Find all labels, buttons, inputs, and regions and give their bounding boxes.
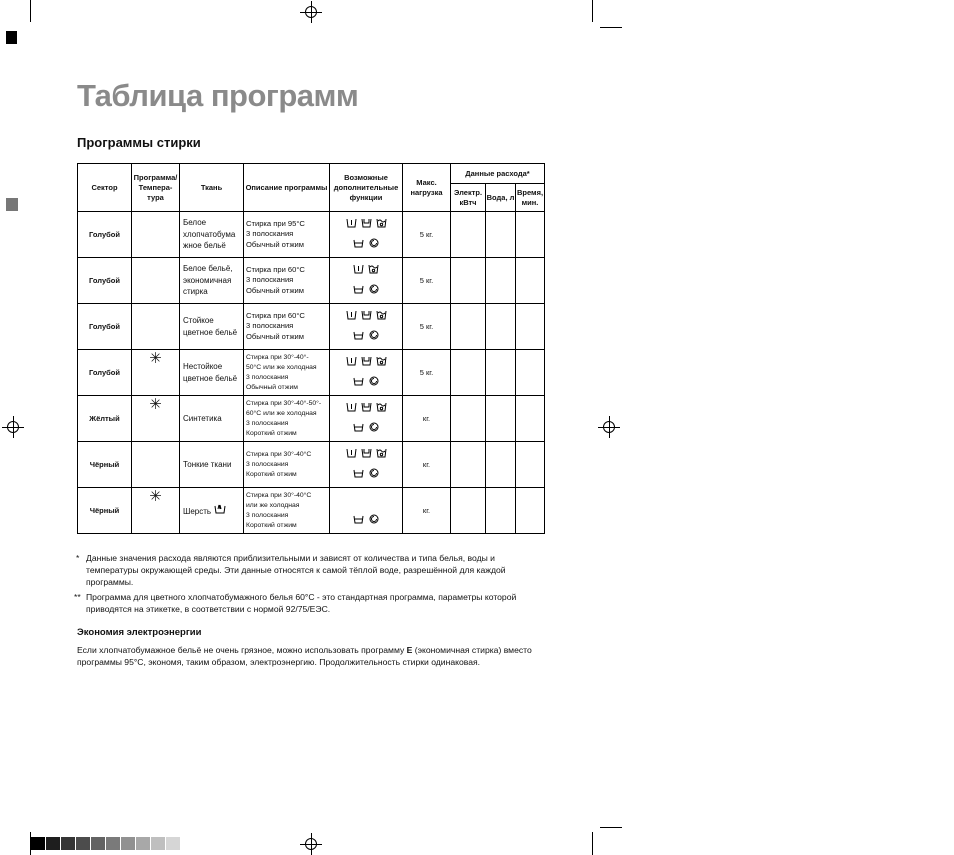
half-load-icon <box>353 284 364 297</box>
rinse-hold-icon <box>376 356 387 369</box>
table-row <box>78 258 545 304</box>
fabric-cell <box>180 488 244 534</box>
description-line: Обычный отжим <box>246 331 305 341</box>
description-line: Обычный отжим <box>246 383 298 391</box>
description-line: Короткий отжим <box>246 429 297 437</box>
electricity-cell <box>451 212 486 258</box>
functions-row <box>330 373 402 393</box>
water-cell <box>486 396 516 442</box>
fabric-text: Стойкое <box>183 316 214 325</box>
functions-row <box>330 399 402 419</box>
fabric-text: Синтетика <box>183 413 222 423</box>
rinse-hold-icon <box>368 264 379 277</box>
fabric-line <box>183 240 243 252</box>
color-swatch <box>91 837 105 850</box>
sector-cell: Голубой <box>78 304 132 350</box>
time-cell <box>516 396 545 442</box>
color-swatch <box>151 837 165 850</box>
water-cell <box>486 258 516 304</box>
footnote-1-text: Данные значения расхода являются приблизительными и зависят от количества и типа белья, воды и температуры окружающей среды. Эти данные относятся к самой тёплой воде, разрешённой для каждой программы. <box>86 553 506 587</box>
color-swatch <box>136 837 150 850</box>
sector-cell: Голубой <box>78 258 132 304</box>
description-line: или же холодная <box>246 501 300 509</box>
stain-icon <box>361 218 372 231</box>
stain-icon <box>361 310 372 323</box>
electricity-cell <box>451 442 486 488</box>
program-temp-cell <box>132 350 180 396</box>
description-line: Короткий отжим <box>246 521 297 529</box>
description-line: Стирка при 60°C <box>246 264 305 274</box>
description-line: 3 полоскания <box>246 321 294 331</box>
max-load-cell: 5 кг. <box>403 258 451 304</box>
description-cell <box>244 304 330 350</box>
crop-mark <box>592 832 593 855</box>
fabric-text: хлопчатобума <box>183 229 236 239</box>
spin-icon <box>368 468 379 481</box>
max-load-cell: кг. <box>403 488 451 534</box>
fabric-text: стирка <box>183 287 208 297</box>
fabric-line <box>183 361 243 373</box>
footnote-1 <box>77 552 547 588</box>
crop-mark <box>600 27 622 28</box>
half-load-icon <box>353 330 364 343</box>
registration-mark <box>300 833 322 855</box>
eco-title: Экономия электроэнергии <box>77 627 202 638</box>
description-line: 3 полоскания <box>246 460 289 468</box>
color-swatch <box>46 837 60 850</box>
header-sector: Сектор <box>78 164 132 212</box>
sector-cell: Чёрный <box>78 442 132 488</box>
fabric-text: цветное бельё <box>183 373 238 383</box>
prewash-icon <box>346 218 357 231</box>
program-table <box>77 163 545 534</box>
prewash-icon <box>353 264 364 277</box>
program-temp-cell <box>132 212 180 258</box>
description-line: 50°C или же холодная <box>246 363 317 371</box>
description-line: Стирка при 95°C <box>246 218 305 228</box>
fabric-line <box>183 286 243 298</box>
spin-icon <box>368 376 379 389</box>
fabric-line <box>183 217 243 229</box>
prewash-icon <box>346 356 357 369</box>
header-max-load: Макс. нагрузка <box>403 164 451 212</box>
fabric-line <box>183 503 243 518</box>
description-line: Стирка при 30°-40°C <box>246 491 312 499</box>
table-row <box>78 304 545 350</box>
description-line: 3 полоскания <box>246 419 289 427</box>
table-row <box>78 488 545 534</box>
time-cell <box>516 350 545 396</box>
half-load-icon <box>353 514 364 527</box>
description-line: Короткий отжим <box>246 470 297 478</box>
functions-row <box>330 445 402 465</box>
color-swatch <box>31 837 45 850</box>
functions-row <box>330 353 402 373</box>
max-load-cell: 5 кг. <box>403 212 451 258</box>
max-load-cell: кг. <box>403 442 451 488</box>
header-functions: Возможные дополнительные функции <box>330 164 403 212</box>
rinse-hold-icon <box>376 310 387 323</box>
footnotes <box>74 552 547 615</box>
sector-cell: Голубой <box>78 212 132 258</box>
functions-row <box>330 419 402 439</box>
fabric-line <box>183 275 243 287</box>
fabric-text: Белое бельё, <box>183 264 233 274</box>
page-title: Таблица программ <box>77 78 359 113</box>
time-cell <box>516 212 545 258</box>
fabric-text: цветное бельё <box>183 327 238 337</box>
description-line: 3 полоскания <box>246 275 294 285</box>
registration-mark <box>300 1 322 23</box>
description-line: Стирка при 60°C <box>246 310 305 320</box>
description-line: Обычный отжим <box>246 285 305 295</box>
sector-cell: Жёлтый <box>78 396 132 442</box>
half-load-icon <box>353 422 364 435</box>
prewash-icon <box>346 402 357 415</box>
header-electricity: Электр. кВтч <box>451 184 486 212</box>
header-water: Вода, л <box>486 184 516 212</box>
description-line: Стирка при 30°-40°C <box>246 450 312 458</box>
functions-row <box>330 465 402 485</box>
electricity-cell <box>451 258 486 304</box>
description-line: 3 полоскания <box>246 511 289 519</box>
time-cell <box>516 442 545 488</box>
max-load-cell: кг. <box>403 396 451 442</box>
fabric-line <box>183 315 243 327</box>
description-cell <box>244 258 330 304</box>
functions-cell <box>330 442 403 488</box>
fabric-line <box>183 327 243 339</box>
water-cell <box>486 350 516 396</box>
functions-cell <box>330 258 403 304</box>
description-cell <box>244 488 330 534</box>
table-row <box>78 442 545 488</box>
header-time: Время, мин. <box>516 184 545 212</box>
footnote-2 <box>74 591 547 615</box>
header-program-temp: Программа/ Темпера- тура <box>132 164 180 212</box>
program-temp-cell <box>132 488 180 534</box>
program-selector-icon: ✳ <box>149 488 162 505</box>
program-temp-cell <box>132 442 180 488</box>
functions-cell <box>330 350 403 396</box>
fabric-cell <box>180 258 244 304</box>
stain-icon <box>361 402 372 415</box>
color-swatch <box>166 837 180 850</box>
program-selector-icon: ✳ <box>149 396 162 413</box>
prewash-icon <box>346 448 357 461</box>
functions-cell <box>330 212 403 258</box>
header-consumption: Данные расхода* <box>451 164 545 184</box>
eco-text-after: (экономичная стирка) вместо программы 95°C, экономя, таким образом, электроэнергию. Продолжительность стирки одинаковая. <box>77 645 532 667</box>
electricity-cell <box>451 304 486 350</box>
electricity-cell <box>451 488 486 534</box>
fabric-cell <box>180 304 244 350</box>
fabric-line <box>183 459 243 471</box>
functions-row <box>330 261 402 281</box>
section-marker <box>6 198 18 211</box>
fabric-cell <box>180 212 244 258</box>
description-line: Стирка при 30°-40°-50°- <box>246 399 322 407</box>
functions-cell <box>330 396 403 442</box>
description-cell <box>244 350 330 396</box>
sector-cell: Чёрный <box>78 488 132 534</box>
fabric-line <box>183 229 243 241</box>
fabric-text: экономичная <box>183 275 232 285</box>
table-row <box>78 212 545 258</box>
description-line: Обычный отжим <box>246 239 305 249</box>
functions-row <box>330 281 402 301</box>
handwash-icon <box>214 507 226 516</box>
crop-mark <box>592 0 593 22</box>
sector-cell: Голубой <box>78 350 132 396</box>
program-temp-cell <box>132 258 180 304</box>
header-description: Описание программы <box>244 164 330 212</box>
fabric-text: Тонкие ткани <box>183 459 232 469</box>
time-cell <box>516 488 545 534</box>
description-cell <box>244 442 330 488</box>
spin-icon <box>368 284 379 297</box>
fabric-text: Нестойкое <box>183 362 223 371</box>
eco-text-before: Если хлопчатобумажное бельё не очень грязное, можно использовать программу <box>77 645 407 655</box>
program-selector-icon: ✳ <box>149 350 162 367</box>
crop-mark <box>600 827 622 828</box>
section-title: Программы стирки <box>77 135 201 150</box>
electricity-cell <box>451 350 486 396</box>
fabric-line <box>183 413 243 425</box>
functions-row <box>330 307 402 327</box>
water-cell <box>486 488 516 534</box>
description-line: 3 полоскания <box>246 373 289 381</box>
eco-text <box>77 644 547 668</box>
footnote-1-mark: * <box>76 553 80 563</box>
prewash-icon <box>346 310 357 323</box>
color-swatch <box>61 837 75 850</box>
rinse-hold-icon <box>376 402 387 415</box>
rinse-hold-icon <box>376 218 387 231</box>
fabric-cell <box>180 442 244 488</box>
corner-marker <box>6 31 17 44</box>
program-temp-cell <box>132 304 180 350</box>
functions-row <box>330 491 402 511</box>
functions-row <box>330 215 402 235</box>
stain-icon <box>361 448 372 461</box>
footnote-2-text: Программа для цветного хлопчатобумажного белья 60°C - это стандартная программа, параметры которой приводятся на этикетке, в соответствии с нормой 92/75/ЕЭС. <box>86 592 517 614</box>
water-cell <box>486 442 516 488</box>
max-load-cell: 5 кг. <box>403 304 451 350</box>
half-load-icon <box>353 238 364 251</box>
spin-icon <box>368 514 379 527</box>
rinse-hold-icon <box>376 448 387 461</box>
functions-row <box>330 327 402 347</box>
functions-row <box>330 235 402 255</box>
crop-mark <box>30 0 31 22</box>
fabric-cell <box>180 396 244 442</box>
stain-icon <box>361 356 372 369</box>
eco-program-letter: E <box>406 645 413 655</box>
registration-mark <box>2 416 24 438</box>
fabric-cell <box>180 350 244 396</box>
fabric-text: Белое <box>183 218 207 228</box>
time-cell <box>516 304 545 350</box>
half-load-icon <box>353 376 364 389</box>
max-load-cell: 5 кг. <box>403 350 451 396</box>
spin-icon <box>368 238 379 251</box>
fabric-line <box>183 373 243 385</box>
description-cell <box>244 396 330 442</box>
description-line: 60°C или же холодная <box>246 409 317 417</box>
spin-icon <box>368 422 379 435</box>
table-row <box>78 396 545 442</box>
functions-cell <box>330 488 403 534</box>
program-temp-cell <box>132 396 180 442</box>
fabric-text: жное бельё <box>183 241 226 251</box>
color-swatch <box>121 837 135 850</box>
color-swatch <box>106 837 120 850</box>
functions-row <box>330 511 402 531</box>
fabric-line <box>183 263 243 275</box>
description-line: Стирка при 30°-40°- <box>246 353 309 361</box>
fabric-text: Шерсть <box>183 507 212 517</box>
spin-icon <box>368 330 379 343</box>
water-cell <box>486 212 516 258</box>
time-cell <box>516 258 545 304</box>
table-row <box>78 350 545 396</box>
electricity-cell <box>451 396 486 442</box>
description-line: 3 полоскания <box>246 229 294 239</box>
footnote-2-mark: ** <box>74 592 81 602</box>
water-cell <box>486 304 516 350</box>
functions-cell <box>330 304 403 350</box>
header-fabric: Ткань <box>180 164 244 212</box>
description-cell <box>244 212 330 258</box>
color-swatch <box>76 837 90 850</box>
half-load-icon <box>353 468 364 481</box>
registration-mark <box>598 416 620 438</box>
